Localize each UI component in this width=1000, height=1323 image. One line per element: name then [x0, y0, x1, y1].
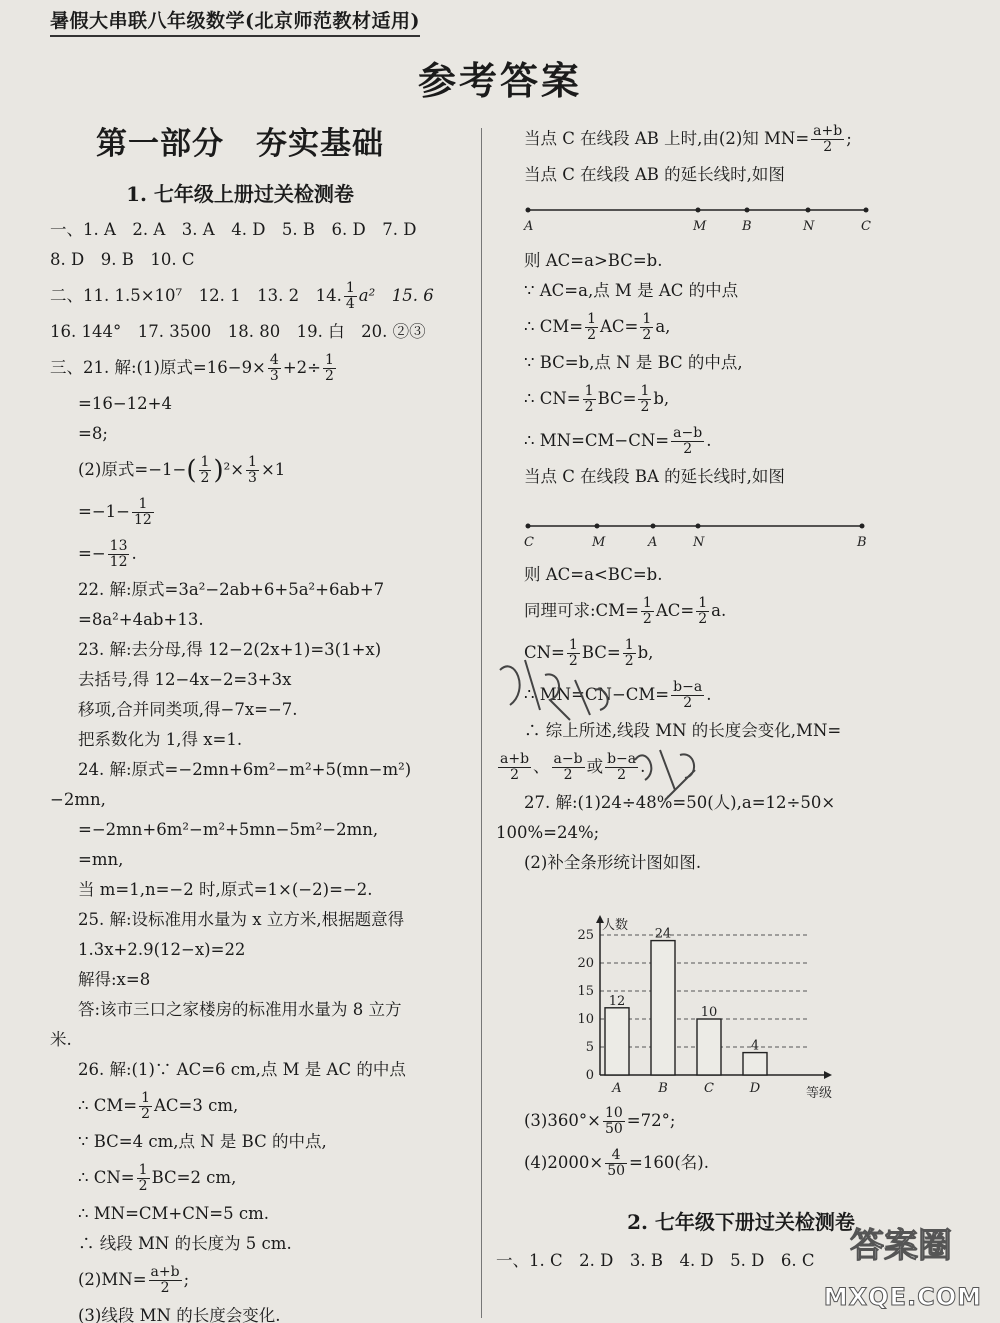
- answer-line: 1.3x+2.9(12−x)=22: [78, 940, 246, 959]
- answer-line: 当 m=1,n=−2 时,原式=1×(−2)=−2.: [78, 880, 373, 899]
- numerator: a−b: [673, 425, 703, 441]
- answer-line: [50, 449, 475, 491]
- right-column-bottom: [496, 1100, 986, 1184]
- y-tick-label: 10: [577, 1012, 594, 1027]
- bar: [697, 1019, 721, 1075]
- denominator: 2: [568, 653, 578, 669]
- text: a,: [655, 317, 671, 336]
- text: ∴ CN=: [78, 1168, 135, 1187]
- text: AC=3 cm,: [154, 1096, 239, 1115]
- section-title-1: 1. 七年级上册过关检测卷: [126, 182, 354, 206]
- part-title: 第一部分 夯实基础: [96, 126, 384, 162]
- text: ∴ MN=CM−CN=: [524, 431, 670, 450]
- column-divider: [481, 128, 482, 1318]
- denominator: 2: [640, 399, 650, 415]
- fraction: [137, 1163, 150, 1194]
- bar: [651, 941, 675, 1075]
- denominator: 50: [607, 1163, 626, 1179]
- denominator: 2: [698, 611, 708, 627]
- denominator: 4: [345, 296, 355, 312]
- numerator: 1: [324, 352, 334, 368]
- point-label: B: [857, 535, 867, 550]
- right-column-mid: [496, 246, 986, 492]
- fraction: [696, 596, 709, 627]
- text: BC=: [597, 389, 637, 408]
- numerator: a+b: [150, 1264, 180, 1280]
- denominator: 50: [604, 1121, 623, 1137]
- answer-line: (3)线段 MN 的长度会变化.: [78, 1306, 281, 1323]
- fraction: [811, 124, 844, 155]
- point-dot: [696, 208, 701, 213]
- point-dot: [526, 208, 531, 213]
- text: b,: [637, 643, 654, 662]
- x-axis-arrow: [824, 1071, 832, 1079]
- fraction: [583, 384, 596, 415]
- denominator: 2: [683, 441, 693, 457]
- answer-line: [50, 491, 475, 533]
- page-title: 参考答案: [417, 58, 582, 103]
- text: ;: [183, 1270, 190, 1289]
- point-dot: [864, 208, 869, 213]
- numerator: 1: [138, 1162, 148, 1178]
- segment-svg-2: [520, 516, 880, 552]
- fraction: [603, 1106, 625, 1137]
- answer-line: −2mn,: [50, 790, 106, 809]
- fraction: [132, 497, 154, 528]
- numerator: b−a: [607, 751, 637, 767]
- fraction: [199, 455, 212, 486]
- numerator: a−b: [553, 751, 583, 767]
- numerator: a+b: [813, 123, 843, 139]
- denominator: 2: [642, 611, 652, 627]
- text: a.: [711, 601, 727, 620]
- denominator: 2: [563, 767, 573, 783]
- numerator: 1: [642, 595, 652, 611]
- answer-line: [496, 420, 986, 462]
- y-tick-label: 15: [577, 984, 594, 999]
- answer-line: [50, 1157, 475, 1199]
- answer-line: 米.: [50, 1030, 72, 1049]
- text: CN=: [524, 643, 565, 662]
- scribble-stroke: [635, 750, 695, 800]
- fraction: [139, 1091, 152, 1122]
- answer-line: 移项,合并同类项,得−7x=−7.: [78, 700, 298, 719]
- x-tick-label: B: [658, 1081, 668, 1096]
- section2-answers: [496, 1246, 826, 1276]
- fraction: [323, 353, 336, 384]
- paren: ): [213, 455, 224, 486]
- point-label: N: [803, 219, 815, 234]
- point-label: N: [693, 535, 705, 550]
- fraction: [246, 455, 259, 486]
- fraction: [641, 596, 654, 627]
- answer-line: 答:该市三口之家楼房的标准用水量为 8 立方: [78, 1000, 402, 1019]
- x-tick-label: C: [704, 1081, 714, 1096]
- numerator: 1: [200, 454, 210, 470]
- answer-line: 16. 144° 17. 3500 18. 80 19. 白 20. ②③: [50, 322, 426, 341]
- answer-line: (2)补全条形统计图如图.: [524, 853, 702, 872]
- right-column-top: [496, 118, 986, 190]
- numerator: 1: [345, 280, 355, 296]
- numerator: 10: [604, 1105, 623, 1121]
- answer-line: =−2mn+6m²−m²+5mn−5m²−2mn,: [78, 820, 379, 839]
- answer-line: [50, 1259, 475, 1301]
- denominator: 12: [109, 554, 128, 570]
- chart-group: [577, 915, 832, 1100]
- denominator: 2: [624, 653, 634, 669]
- fraction: [268, 353, 281, 384]
- numerator: 1: [640, 383, 650, 399]
- denominator: 2: [510, 767, 519, 783]
- answer-line: [496, 378, 986, 420]
- numerator: 1: [568, 637, 578, 653]
- answer-line: [496, 1142, 986, 1184]
- point-dot: [745, 208, 750, 213]
- bar: [743, 1053, 767, 1075]
- answer-line: =mn,: [78, 850, 124, 869]
- text: .: [706, 431, 712, 450]
- text: (3)360°×: [524, 1111, 601, 1130]
- numerator: 1: [132, 497, 154, 513]
- denominator: 2: [683, 695, 693, 711]
- denominator: 2: [138, 1178, 148, 1194]
- fraction: [638, 384, 651, 415]
- answer-line: ∵ BC=4 cm,点 N 是 BC 的中点,: [78, 1132, 327, 1151]
- text: 二、11. 1.5×10⁷ 12. 1 13. 2 14.: [50, 286, 342, 305]
- text: AC=: [600, 317, 639, 336]
- x-tick-label: D: [749, 1081, 761, 1096]
- answer-line: 则 AC=a>BC=b.: [524, 251, 663, 270]
- y-tick-label: 5: [585, 1040, 594, 1055]
- denominator: 2: [141, 1106, 151, 1122]
- answer-line: [496, 590, 986, 632]
- answer-line: 当点 C 在线段 BA 的延长线时,如图: [524, 467, 785, 486]
- answer-line: 24. 解:原式=−2mn+6m²−m²+5(mn−m²): [78, 760, 412, 779]
- answer-line: 25. 解:设标准用水量为 x 立方米,根据题意得: [78, 910, 405, 929]
- answer-line: =8;: [78, 424, 108, 443]
- point-label: M: [592, 535, 606, 550]
- segment-diagram-2: [520, 516, 880, 556]
- answer-line: [496, 1100, 986, 1142]
- text: 同理可求:CM=: [524, 601, 639, 620]
- point-dot: [526, 524, 531, 529]
- answer-line: ∵ BC=b,点 N 是 BC 的中点,: [524, 353, 743, 372]
- answer-line: 当点 C 在线段 AB 的延长线时,如图: [524, 165, 785, 184]
- answer-line: 100%=24%;: [496, 823, 600, 842]
- scribble-stroke: [500, 660, 608, 720]
- point-label: C: [861, 219, 871, 234]
- numerator: 1: [587, 311, 597, 327]
- text: 、: [533, 757, 550, 776]
- text: ∴ CM=: [524, 317, 584, 336]
- text: a² 15. 6: [358, 286, 434, 305]
- text: =72°;: [626, 1111, 676, 1130]
- text: (4)2000×: [524, 1153, 604, 1172]
- fraction: [149, 1265, 182, 1296]
- fraction: [605, 1148, 627, 1179]
- text: ;: [846, 129, 852, 148]
- answer-line: 23. 解:去分母,得 12−2(2x+1)=3(1+x): [78, 640, 382, 659]
- fraction: [108, 539, 130, 570]
- answer-line: 26. 解:(1)∵ AC=6 cm,点 M 是 AC 的中点: [78, 1060, 406, 1079]
- point-dot: [806, 208, 811, 213]
- point-dot: [860, 524, 865, 529]
- numerator: 1: [642, 311, 652, 327]
- text: =−1−: [78, 502, 130, 521]
- answer-line: 8. D 9. B 10. C: [50, 250, 195, 269]
- answer-line: 则 AC=a<BC=b.: [524, 565, 663, 584]
- point-dot: [595, 524, 600, 529]
- bar: [605, 1008, 629, 1075]
- text: .: [706, 685, 712, 704]
- fraction: [671, 426, 704, 457]
- answer-line: 去括号,得 12−4x−2=3+3x: [78, 670, 292, 689]
- denominator: 3: [269, 368, 279, 384]
- answer-line: [50, 347, 475, 389]
- point-dot: [696, 524, 701, 529]
- denominator: 2: [823, 139, 833, 155]
- denominator: 12: [133, 512, 152, 528]
- text: .: [640, 757, 646, 776]
- bar-value-label: 12: [608, 993, 626, 1009]
- answer-line: 一、1. C 2. D 3. B 4. D 5. D 6. C: [496, 1251, 815, 1270]
- handwritten-scribble: [495, 650, 725, 810]
- y-tick-label: 25: [577, 928, 594, 943]
- numerator: 13: [109, 538, 128, 554]
- numerator: 1: [141, 1090, 151, 1106]
- book-header: 暑假大串联八年级数学(北京师范教材适用): [50, 6, 420, 37]
- text: ²×: [223, 460, 245, 479]
- text: BC=: [581, 643, 621, 662]
- fraction: [344, 281, 357, 312]
- answer-line: ∴ 综上所述,线段 MN 的长度会变化,MN=: [524, 721, 842, 740]
- text: 当点 C 在线段 AB 上时,由(2)知 MN=: [524, 129, 810, 148]
- bar-value-label: 24: [654, 926, 672, 942]
- text: 三、21. 解:(1)原式=16−9×: [50, 358, 266, 377]
- answer-line: 解得:x=8: [78, 970, 151, 989]
- y-tick-label: 20: [577, 956, 594, 971]
- numerator: 1: [248, 454, 257, 470]
- text: ×1: [260, 460, 286, 479]
- paren: (: [186, 455, 197, 486]
- denominator: 2: [200, 470, 210, 486]
- fraction: [585, 312, 598, 343]
- denominator: 3: [248, 470, 257, 486]
- text: BC=2 cm,: [151, 1168, 237, 1187]
- fraction: [640, 312, 653, 343]
- answer-line: 27. 解:(1)24÷48%=50(人),a=12÷50×: [524, 793, 836, 812]
- left-column: [50, 215, 475, 1323]
- answer-line: [496, 306, 986, 348]
- point-dot: [651, 524, 656, 529]
- point-label: M: [693, 219, 707, 234]
- bar-chart: [555, 910, 840, 1100]
- point-label: B: [742, 219, 752, 234]
- y-axis-title: 人数: [602, 918, 629, 933]
- denominator: 2: [584, 399, 594, 415]
- text: AC=: [655, 601, 695, 620]
- text: .: [131, 544, 137, 563]
- section-title-2: 2. 七年级下册过关检测卷: [627, 1210, 855, 1234]
- bar-value-label: 4: [750, 1038, 760, 1054]
- text: (2)MN=: [78, 1270, 147, 1289]
- denominator: 2: [160, 1280, 170, 1296]
- point-label: C: [524, 535, 534, 550]
- answer-line: =8a²+4ab+13.: [78, 610, 204, 629]
- numerator: b−a: [673, 679, 703, 695]
- text: =−: [78, 544, 106, 563]
- point-label: A: [648, 535, 658, 550]
- answer-line: ∴ 线段 MN 的长度为 5 cm.: [78, 1234, 292, 1253]
- answer-line: [50, 1085, 475, 1127]
- numerator: a+b: [500, 751, 530, 767]
- answer-line: [50, 533, 475, 575]
- denominator: 2: [324, 368, 334, 384]
- segment-diagram-1: [520, 200, 880, 240]
- answer-line: [50, 275, 475, 317]
- text: ∴ CM=: [78, 1096, 138, 1115]
- answer-line: ∴ MN=CM+CN=5 cm.: [78, 1204, 270, 1223]
- answer-line: 一、1. A 2. A 3. A 4. D 5. B 6. D 7. D: [50, 220, 417, 239]
- answer-line: ∵ AC=a,点 M 是 AC 的中点: [524, 281, 739, 300]
- numerator: 1: [624, 637, 634, 653]
- answer-line: 把系数化为 1,得 x=1.: [78, 730, 243, 749]
- numerator: 4: [269, 352, 279, 368]
- answer-line: 22. 解:原式=3a²−2ab+6+5a²+6ab+7: [78, 580, 385, 599]
- text: =160(名).: [629, 1153, 709, 1172]
- text: (2)原式=−1−: [78, 460, 187, 479]
- answer-line: =16−12+4: [78, 394, 172, 413]
- watermark-url-text: MXQE.COM: [823, 1283, 982, 1311]
- denominator: 2: [587, 327, 597, 343]
- text: +2÷: [282, 358, 321, 377]
- numerator: 4: [605, 1148, 627, 1164]
- text: b,: [653, 389, 670, 408]
- y-tick-label: 0: [585, 1068, 594, 1083]
- x-tick-label: A: [612, 1081, 622, 1096]
- point-label: A: [524, 219, 534, 234]
- bar-value-label: 10: [700, 1005, 718, 1020]
- text: 或: [586, 757, 604, 776]
- segment-svg-1: [520, 200, 880, 236]
- denominator: 2: [617, 767, 627, 783]
- text: ∴ CN=: [524, 389, 581, 408]
- x-axis-title: 等级: [806, 1086, 833, 1100]
- numerator: 1: [584, 383, 594, 399]
- answer-line: [496, 118, 986, 160]
- watermark-logo-text: 答案圈: [850, 1226, 952, 1266]
- numerator: 1: [698, 595, 708, 611]
- text: ∴ MN=CN−CM=: [524, 685, 670, 704]
- denominator: 2: [642, 327, 652, 343]
